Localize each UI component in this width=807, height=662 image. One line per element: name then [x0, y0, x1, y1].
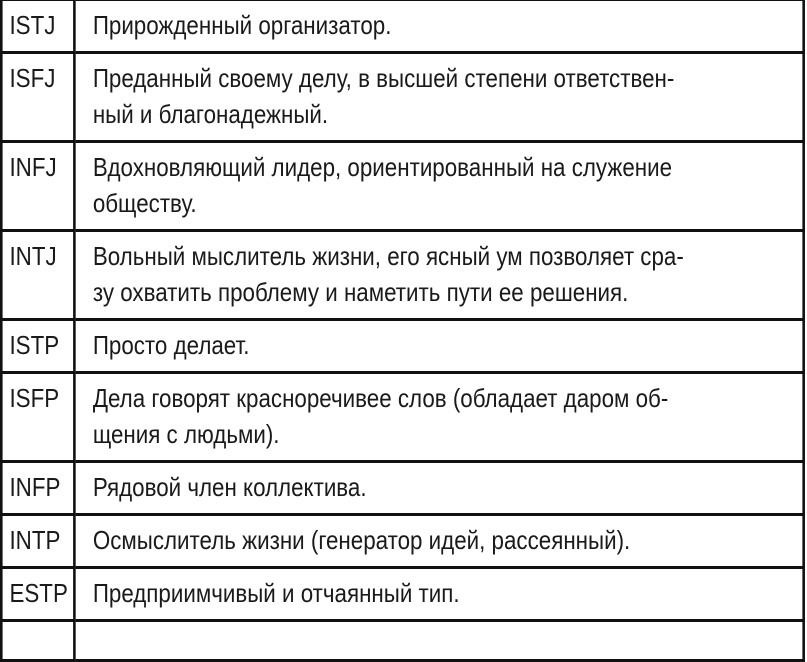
- table-row: [1, 320, 803, 373]
- table-row: [1, 568, 803, 621]
- type-code: INFP: [1, 462, 74, 515]
- type-description: Вольный мыслитель жизни, его ясный ум позволяет сра- зу охватить проблему и наметить пути ее решения.: [74, 231, 803, 320]
- table-row: [1, 462, 803, 515]
- table-row: [1, 0, 803, 53]
- table-row: [1, 53, 803, 142]
- type-description: Предприимчивый и отчаянный тип.: [74, 568, 803, 621]
- type-code: INTP: [1, 515, 74, 568]
- type-description: Преданный своему делу, в высшей степени ответствен- ный и благонадежный.: [74, 53, 803, 142]
- type-description: Осмыслитель жизни (генератор идей, рассеянный).: [74, 515, 803, 568]
- table-row: [1, 142, 803, 231]
- type-code: ESTP: [1, 568, 74, 621]
- type-code: ISTJ: [1, 0, 74, 53]
- type-code: ISFJ: [1, 53, 74, 142]
- type-code: INTJ: [1, 231, 74, 320]
- table-row: [1, 231, 803, 320]
- table-row: [1, 373, 803, 462]
- type-description: Рядовой член коллектива.: [74, 462, 803, 515]
- type-description: Дела говорят красноречивее слов (обладает даром об- щения с людьми).: [74, 373, 803, 462]
- type-code: ISTP: [1, 320, 74, 373]
- type-description: [74, 621, 803, 661]
- type-description: Вдохновляющий лидер, ориентированный на служение обществу.: [74, 142, 803, 231]
- table-row: [1, 621, 803, 661]
- type-description: Просто делает.: [74, 320, 803, 373]
- type-code: INFJ: [1, 142, 74, 231]
- type-code: [1, 621, 74, 661]
- type-description: Прирожденный организатор.: [74, 0, 803, 53]
- table-row: [1, 515, 803, 568]
- type-code: ISFP: [1, 373, 74, 462]
